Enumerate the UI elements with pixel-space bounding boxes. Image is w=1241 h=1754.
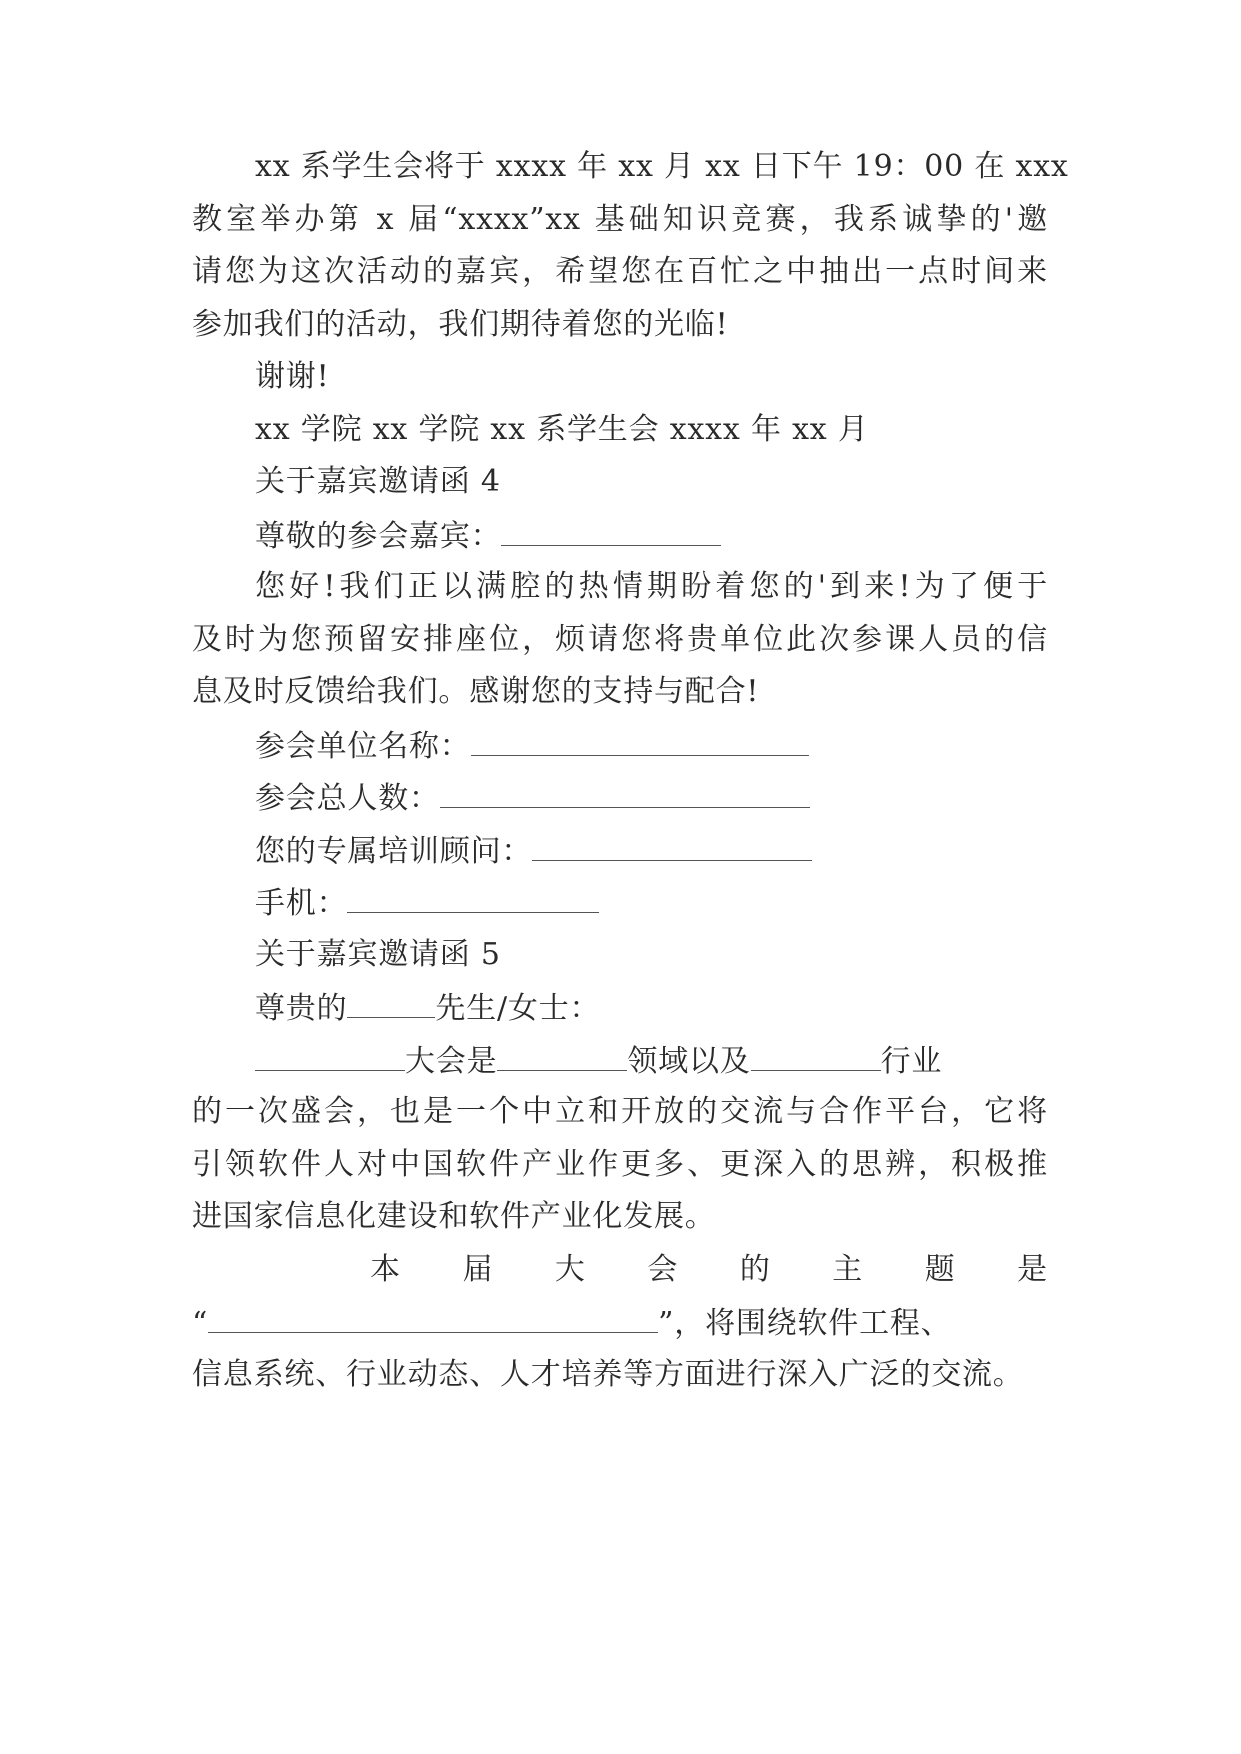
unit-blank [471,725,809,756]
paragraph-3-line-2: 的一次盛会，也是一个中立和开放的交流与合作平台，它将 [192,1094,1048,1129]
paragraph-3-line-3: 引领软件人对中国软件产业作更多、更深入的思辨，积极推 [192,1147,1048,1182]
phone-blank [347,882,599,913]
open-quote: “ [192,1306,209,1341]
greeting-5-prefix: 尊贵的 [255,991,348,1026]
guest-name-blank [501,515,721,546]
paragraph-4-line-3: 信息系统、行业动态、人才培养等方面进行深入广泛的交流。 [192,1357,1024,1392]
paragraph-2-line-2: 及时为您预留安排座位，烦请您将贵单位此次参课人员的信 [192,622,1048,657]
paragraph-4-line-1: 本 届 大 会 的 主 题 是 [370,1252,1048,1287]
paragraph-2-line-3: 息及时反馈给我们。感谢您的支持与配合! [192,674,760,709]
paragraph-4-line-2 [192,1302,1048,1342]
paragraph-3-line-1 [255,1040,1048,1080]
heading-invitation-5: 关于嘉宾邀请函 5 [255,937,501,972]
industry-blank [751,1040,881,1071]
paragraph-3-seg-2: 领域以及 [627,1044,751,1079]
paragraph-3-line-4: 进国家信息化建设和软件产业化发展。 [192,1199,716,1234]
paragraph-3-seg-1: 大会是 [405,1044,498,1079]
form-field-count [255,777,1048,817]
signature-line: xx 学院 xx 学院 xx 系学生会 xxxx 年 xx 月 [255,412,869,447]
advisor-label: 您的专属培训顾问： [255,834,533,869]
count-label: 参会总人数： [255,781,440,816]
greeting-5-suffix: 先生/女士： [435,991,601,1026]
form-field-phone [255,882,1048,922]
greeting-4-text: 尊敬的参会嘉宾： [255,519,502,554]
form-field-advisor [255,830,1048,870]
unit-label: 参会单位名称： [255,729,471,764]
name-blank [347,987,435,1018]
paragraph-1-line-2: 教室举办第 x 届“xxxx”xx 基础知识竞赛，我系诚挚的'邀 [192,202,1048,237]
theme-blank [208,1302,658,1333]
greeting-line-4 [255,515,1048,555]
paragraph-1-line-1: xx 系学生会将于 xxxx 年 xx 月 xx 日下午 19：00 在 xxx [255,149,1069,184]
greeting-line-5 [255,987,1048,1027]
paragraph-1-line-3: 请您为这次活动的嘉宾，希望您在百忙之中抽出一点时间来 [192,254,1048,289]
advisor-blank [532,830,812,861]
paragraph-1-line-4: 参加我们的活动，我们期待着您的光临! [192,307,729,342]
paragraph-3-seg-3: 行业 [880,1044,943,1079]
paragraph-2-line-1: 您好!我们正以满腔的热情期盼着您的'到来!为了便于 [255,569,1048,604]
count-blank [440,777,810,808]
field-blank [497,1040,627,1071]
thanks-line: 谢谢! [255,359,330,394]
conference-blank [255,1040,405,1071]
heading-invitation-4: 关于嘉宾邀请函 4 [255,464,501,499]
phone-label: 手机： [255,886,348,921]
paragraph-4-line-2-rest: ”，将围绕软件工程、 [658,1306,952,1341]
form-field-unit [255,725,1048,765]
